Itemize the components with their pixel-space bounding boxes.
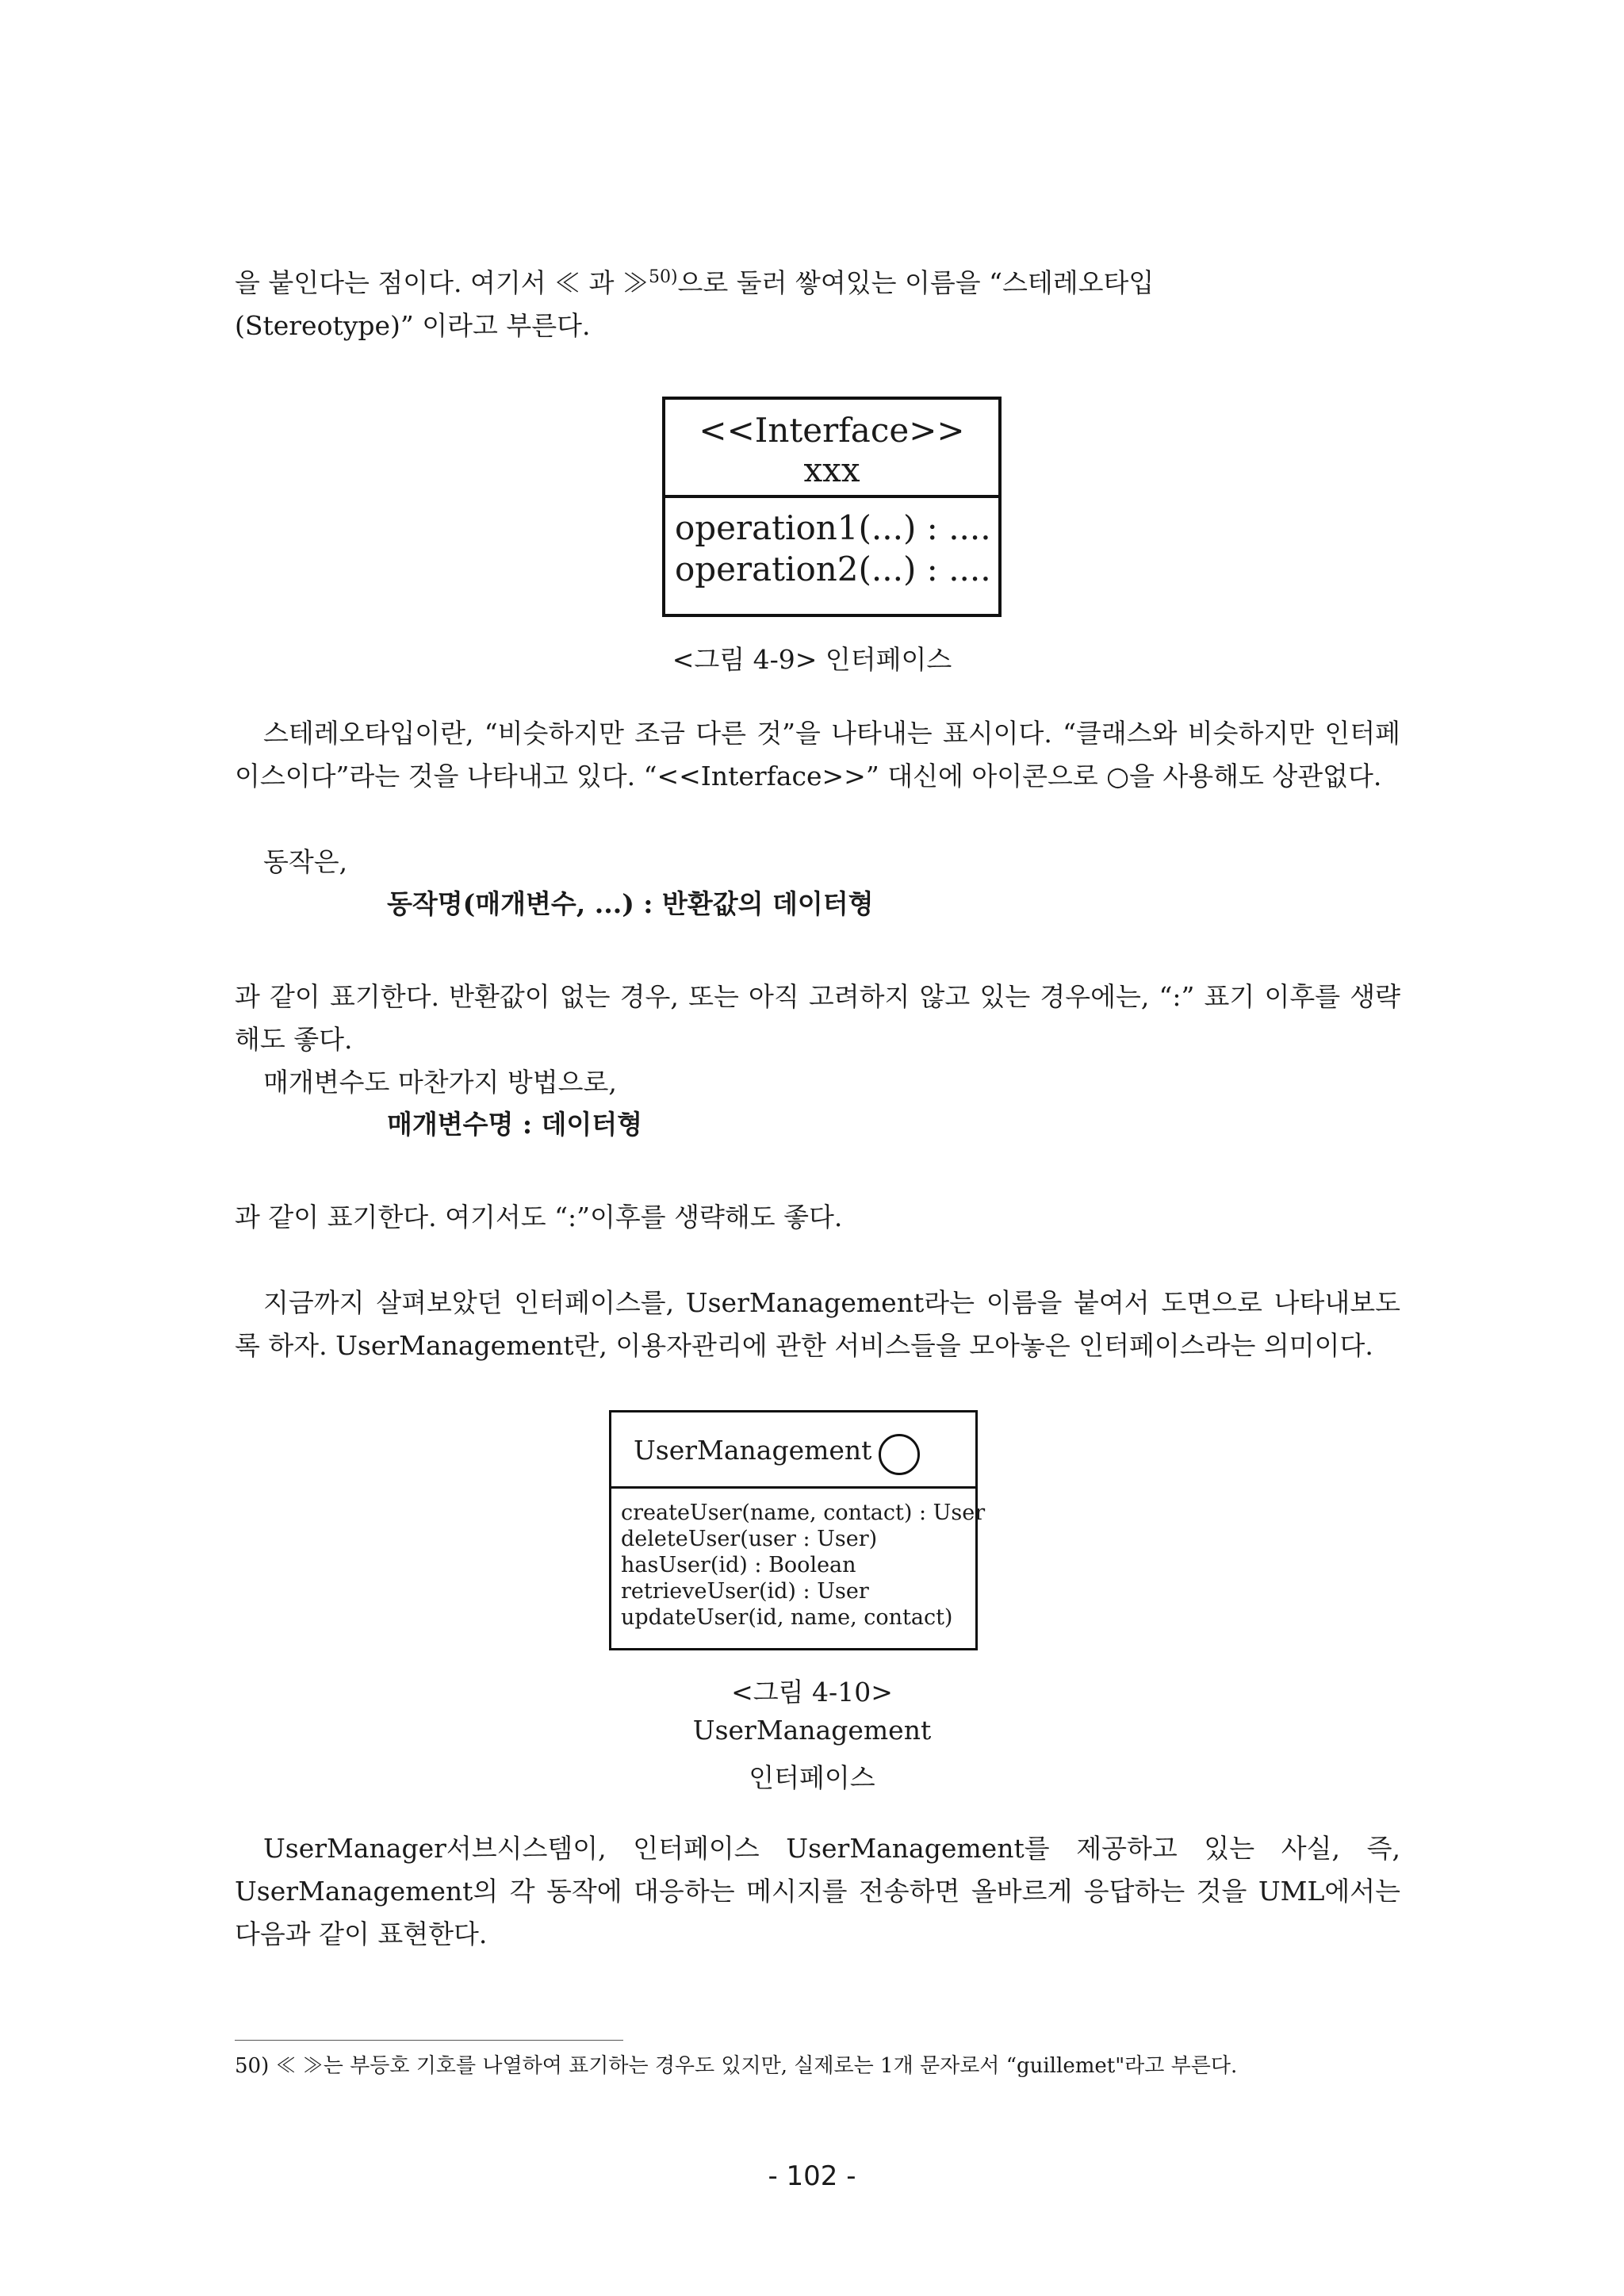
interface-diagram <box>662 397 1002 617</box>
figure-caption: <그림 4-9> 인터페이스 <box>672 644 952 675</box>
interface-name: xxx <box>803 450 860 489</box>
figure-caption: 인터페이스 <box>749 1762 875 1793</box>
paragraph-usermanager-subsystem: UserManager서브시스템이, 인터페이스 UserManagement를 제공하고 있는 사실, 즉, UserManagement의 각 동작에 대응하는 메시지를 전송하면 올바르게 응답하는 것을 UML에서는 다음과 같이 표현한다. <box>235 1833 1400 1949</box>
paragraph-line: (Stereotype)” 이라고 부른다. <box>235 310 591 341</box>
paragraph-stereotype-intro <box>235 262 1400 347</box>
figure-caption: UserManagement <box>692 1715 932 1746</box>
paragraph-stereotype-explanation: 스테레오타입이란, “비슷하지만 조금 다른 것”을 나타내는 표시이다. “클래스와 비슷하지만 인터페이스이다”라는 것을 나타내고 있다. “<<Interface>>” 대신에 아이콘으로 ○을 사용해도 상관없다. <box>235 718 1400 792</box>
paragraph-usermanagement-intro: 지금까지 살펴보았던 인터페이스를, UserManagement라는 이름을 붙여서 도면으로 나타내보도록 하자. UserManagement란, 이용자관리에 관한 서비스들을 모아놓은 인터페이스라는 의미이다. <box>235 1287 1400 1361</box>
paragraph-omit-note: 과 같이 표기한다. 여기서도 “:”이후를 생략해도 좋다. <box>235 1202 843 1232</box>
operation: createUser(name, contact) : User <box>621 1501 986 1525</box>
paragraph-line: 을 붙인다는 점이다. 여기서 ≪ 과 ≫ <box>235 267 649 298</box>
page-number: - 102 - <box>768 2160 856 2192</box>
stereotype-label: <<Interface>> <box>699 411 965 450</box>
footnote-divider <box>235 2040 623 2041</box>
operation: retrieveUser(id) : User <box>621 1579 869 1604</box>
operation: deleteUser(user : User) <box>621 1527 878 1551</box>
paragraph-return-value: 과 같이 표기한다. 반환값이 없는 경우, 또는 아직 고려하지 않고 있는 경우에는, “:” 표기 이후를 생략해도 좋다. <box>235 981 1400 1055</box>
operation: hasUser(id) : Boolean <box>621 1553 856 1577</box>
operation: operation2(...) : .... <box>675 550 991 588</box>
parameter-syntax: 매개변수명 : 데이터형 <box>387 1109 643 1140</box>
usermanagement-diagram <box>609 1410 986 1650</box>
footnote-ref[interactable]: 50) <box>648 267 678 287</box>
paragraph-line: 으로 둘러 쌓여있는 이름을 “스테레오타입 <box>677 267 1155 298</box>
paragraph-operation-lead: 동작은, <box>263 846 348 877</box>
figure-caption: <그림 4-10> <box>731 1677 893 1708</box>
footnote: 50) ≪ ≫는 부등호 기호를 나열하여 표기하는 경우도 있지만, 실제로는 1개 문자로서 “guillemet"라고 부른다. <box>235 2054 1238 2078</box>
usermanagement-header <box>611 1412 975 1489</box>
paragraph-parameter-lead: 매개변수도 마찬가지 방법으로, <box>263 1067 617 1098</box>
operation-syntax: 동작명(매개변수, ...) : 반환값의 데이터형 <box>387 888 874 919</box>
operation: updateUser(id, name, contact) <box>621 1605 953 1630</box>
interface-name: UserManagement <box>634 1435 872 1466</box>
interface-diagram-header <box>665 400 998 498</box>
operations-compartment <box>611 1489 986 1631</box>
interface-circle-icon <box>879 1434 920 1475</box>
operations-compartment <box>665 498 998 590</box>
operation: operation1(...) : .... <box>675 508 991 547</box>
